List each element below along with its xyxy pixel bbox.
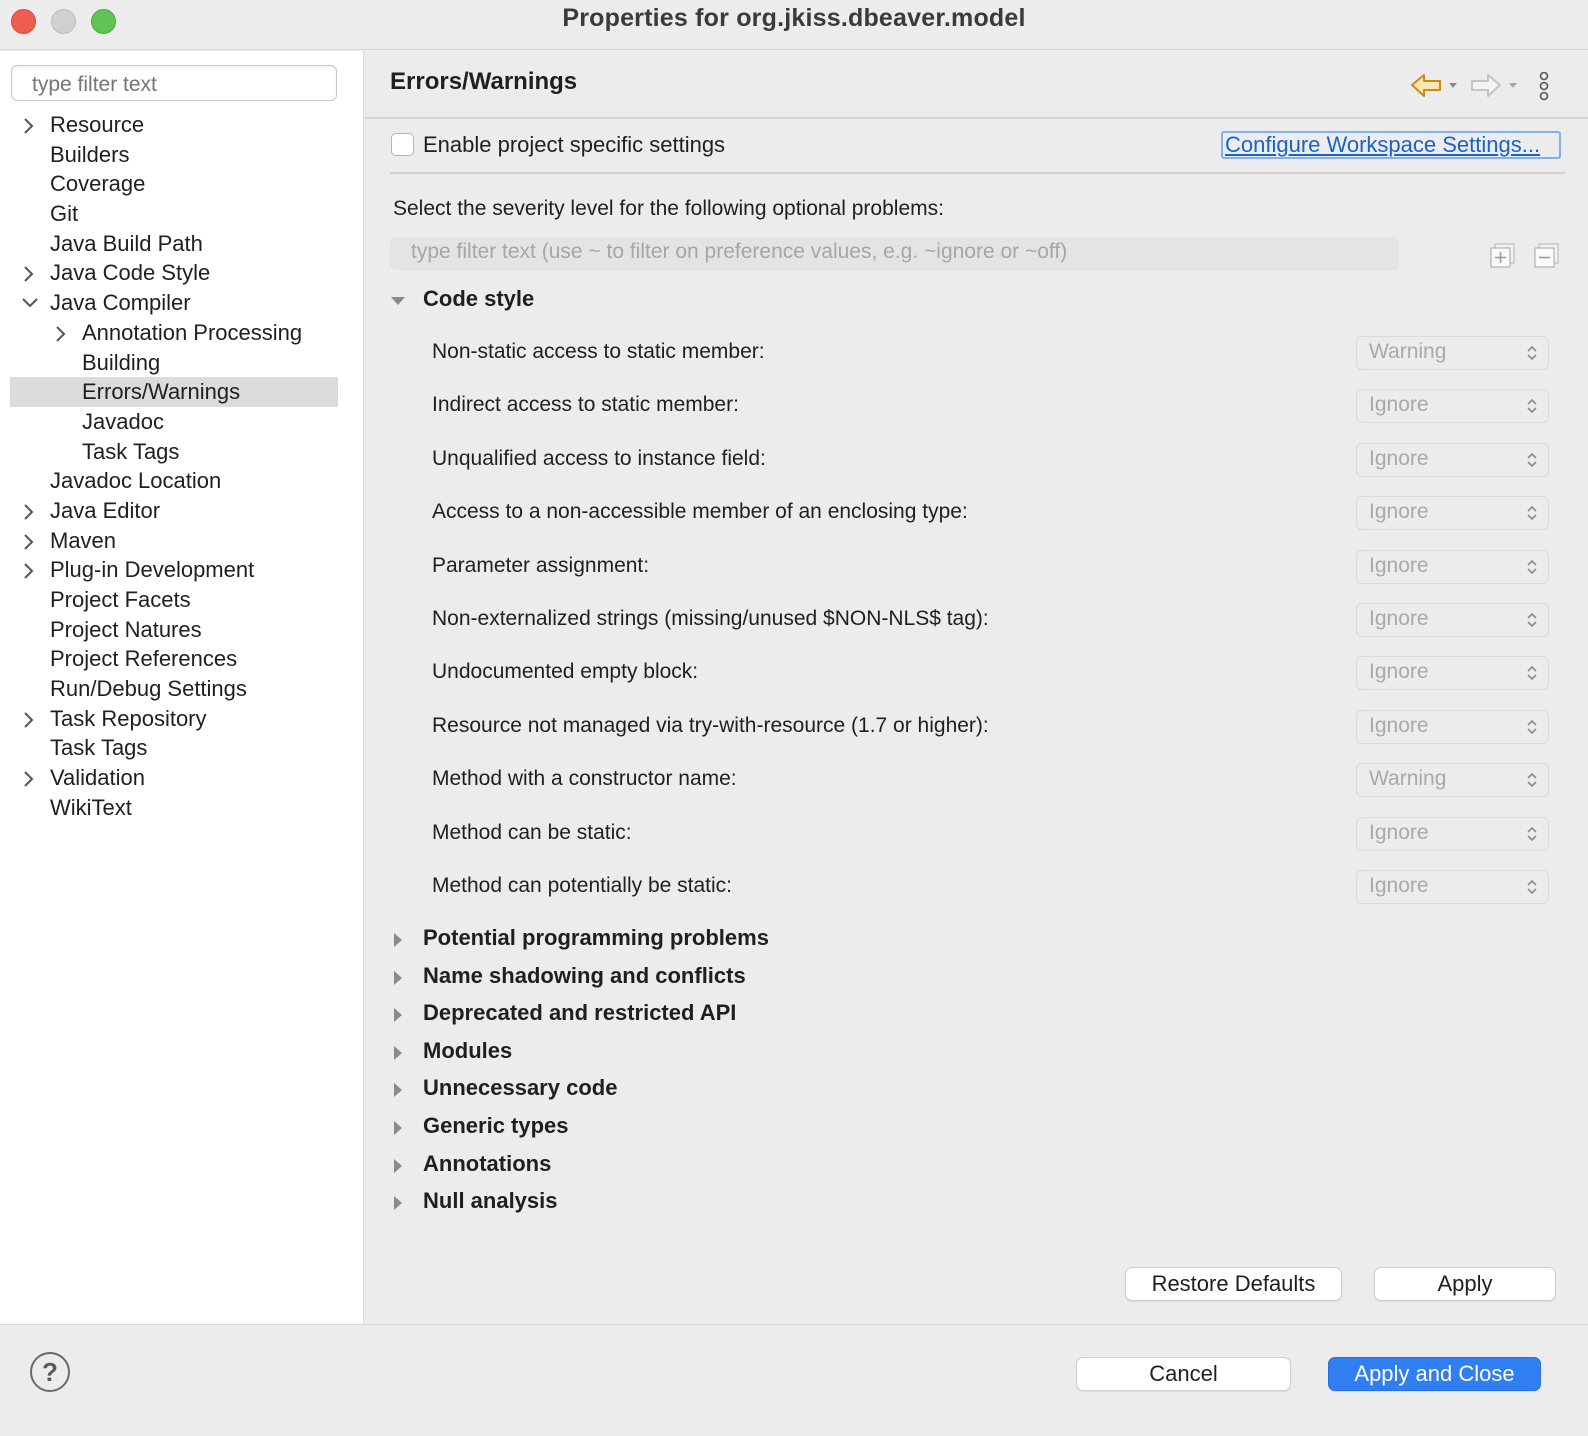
triangle-right-icon — [390, 1082, 406, 1098]
view-menu-button[interactable] — [1536, 71, 1552, 103]
sidebar-item-label: Javadoc Location — [50, 468, 222, 494]
sidebar-item[interactable] — [10, 496, 338, 526]
sidebar-item[interactable] — [10, 733, 338, 763]
option-label: Method with a constructor name: — [432, 767, 737, 791]
triangle-right-icon — [390, 1120, 406, 1136]
severity-select-value: Warning — [1369, 767, 1447, 791]
updown-chevron-icon — [1526, 825, 1538, 843]
enable-project-settings-checkbox[interactable] — [391, 133, 414, 156]
configure-workspace-settings-link[interactable]: Configure Workspace Settings... — [1221, 131, 1561, 159]
triangle-down-icon — [390, 293, 406, 309]
severity-select-value: Ignore — [1369, 446, 1429, 470]
sidebar-item[interactable] — [10, 140, 338, 170]
severity-select[interactable] — [1356, 763, 1549, 797]
sidebar-item[interactable] — [10, 466, 338, 496]
chevron-right-icon[interactable] — [18, 763, 38, 793]
sidebar-item-label: Project References — [50, 646, 238, 672]
section-label: Null analysis — [423, 1188, 558, 1214]
sidebar-item[interactable] — [10, 258, 338, 288]
sidebar-item-label: Building — [82, 349, 161, 375]
forward-arrow-icon — [1469, 71, 1519, 101]
severity-select-value: Ignore — [1369, 500, 1429, 524]
sidebar-item-label: Annotation Processing — [82, 319, 303, 345]
severity-select-value: Ignore — [1369, 713, 1429, 737]
updown-chevron-icon — [1526, 397, 1538, 415]
sidebar-item-label: Task Tags — [82, 438, 180, 464]
chevron-right-icon[interactable] — [50, 318, 70, 348]
sidebar-item[interactable] — [10, 169, 338, 199]
sidebar-item[interactable] — [10, 229, 338, 259]
back-arrow-icon — [1409, 71, 1459, 101]
sidebar-item-label: Javadoc — [82, 408, 164, 434]
triangle-right-icon — [390, 1158, 406, 1174]
page-title: Errors/Warnings — [390, 68, 578, 95]
sidebar-item[interactable] — [10, 377, 338, 407]
section-label: Name shadowing and conflicts — [423, 962, 746, 988]
severity-select[interactable] — [1356, 603, 1549, 637]
severity-select-value: Ignore — [1369, 820, 1429, 844]
severity-select-value: Warning — [1369, 340, 1447, 363]
section-label: Potential programming problems — [423, 925, 769, 950]
updown-chevron-icon — [1526, 558, 1538, 576]
updown-chevron-icon — [1526, 878, 1538, 896]
option-label: Method can potentially be static: — [432, 874, 733, 897]
cancel-button[interactable]: Cancel — [1076, 1357, 1291, 1391]
preference-tree — [10, 110, 338, 823]
chevron-right-icon[interactable] — [18, 555, 38, 585]
sidebar-item[interactable] — [10, 615, 338, 645]
expand-all-icon — [1490, 243, 1515, 268]
chevron-right-icon[interactable] — [18, 258, 38, 288]
option-row — [432, 817, 1552, 857]
apply-button[interactable]: Apply — [1374, 1267, 1556, 1301]
option-row — [432, 336, 1552, 376]
chevron-down-icon[interactable] — [18, 288, 38, 318]
sidebar-item[interactable] — [10, 674, 338, 704]
severity-select-value: Ignore — [1369, 553, 1429, 577]
sidebar-item[interactable] — [10, 318, 338, 348]
sidebar-item-label: Project Natures — [50, 616, 202, 642]
sidebar-item-label: Builders — [50, 141, 130, 167]
sidebar-item[interactable] — [10, 348, 338, 378]
window-title: Properties for org.jkiss.dbeaver.model — [562, 4, 1026, 32]
option-row — [432, 496, 1552, 536]
sidebar-item-label: Run/Debug Settings — [50, 676, 247, 702]
severity-select[interactable] — [1356, 710, 1549, 744]
chevron-right-icon[interactable] — [18, 704, 38, 734]
option-label: Unqualified access to instance field: — [432, 446, 766, 470]
option-row — [432, 443, 1552, 483]
title-bar — [0, 0, 1588, 50]
option-label: Parameter assignment: — [432, 553, 650, 577]
updown-chevron-icon — [1526, 451, 1538, 469]
updown-chevron-icon — [1526, 611, 1538, 629]
sidebar-item[interactable] — [10, 110, 338, 140]
severity-select[interactable] — [1356, 443, 1549, 477]
sidebar-item-label: Java Editor — [50, 497, 161, 523]
updown-chevron-icon — [1526, 771, 1538, 789]
main-panel — [365, 51, 1588, 1340]
updown-chevron-icon — [1526, 718, 1538, 736]
severity-select-value: Ignore — [1369, 393, 1429, 417]
sidebar — [0, 51, 364, 1340]
option-label: Access to a non-accessible member of an enclosing type: — [432, 500, 968, 524]
sidebar-item-label: Java Code Style — [50, 260, 211, 286]
triangle-right-icon — [390, 1045, 406, 1061]
option-label: Indirect access to static member: — [432, 393, 739, 417]
sidebar-item-label: Task Tags — [50, 735, 148, 761]
option-label: Non-static access to static member: — [432, 340, 765, 363]
back-button[interactable] — [1409, 71, 1459, 101]
chevron-right-icon[interactable] — [18, 526, 38, 556]
severity-select[interactable] — [1356, 550, 1549, 584]
chevron-right-icon[interactable] — [18, 110, 38, 140]
help-button[interactable]: ? — [30, 1352, 70, 1392]
severity-select[interactable] — [1356, 870, 1549, 904]
sidebar-item-label: Errors/Warnings — [82, 379, 241, 405]
severity-select[interactable] — [1356, 496, 1549, 530]
updown-chevron-icon — [1526, 664, 1538, 682]
sidebar-item[interactable] — [10, 793, 338, 823]
sidebar-item[interactable] — [10, 644, 338, 674]
sidebar-item-label: Task Repository — [50, 705, 207, 731]
sidebar-item[interactable] — [10, 763, 338, 793]
collapse-all-icon — [1534, 243, 1559, 268]
expand-all-button[interactable] — [1490, 243, 1515, 268]
sidebar-item[interactable] — [10, 585, 338, 615]
collapse-all-button[interactable] — [1534, 243, 1559, 268]
severity-select[interactable] — [1356, 656, 1549, 690]
sidebar-item-label: Project Facets — [50, 587, 191, 612]
sidebar-item-label: Java Build Path — [50, 230, 203, 256]
sidebar-item-label: Git — [50, 201, 79, 227]
chevron-right-icon[interactable] — [18, 496, 38, 526]
severity-select[interactable] — [1356, 336, 1549, 370]
header-separator — [365, 117, 1588, 119]
sidebar-item-label: Coverage — [50, 171, 146, 197]
dialog-footer — [0, 1324, 1588, 1436]
sidebar-item-label: Validation — [50, 765, 145, 791]
option-row — [432, 550, 1552, 590]
option-row — [432, 656, 1552, 696]
sidebar-item[interactable] — [10, 555, 338, 585]
option-label: Method can be static: — [432, 820, 632, 844]
forward-button[interactable] — [1469, 71, 1519, 101]
triangle-right-icon — [390, 1195, 406, 1211]
severity-select-value: Ignore — [1369, 874, 1429, 897]
section-label: Deprecated and restricted API — [423, 1000, 737, 1026]
enable-project-settings-label: Enable project specific settings — [423, 132, 726, 157]
triangle-right-icon — [390, 1007, 406, 1023]
restore-defaults-button[interactable]: Restore Defaults — [1125, 1267, 1342, 1301]
option-label: Undocumented empty block: — [432, 660, 699, 684]
content-separator — [390, 172, 1565, 174]
severity-select-value: Ignore — [1369, 607, 1429, 630]
sidebar-item[interactable] — [10, 704, 338, 734]
updown-chevron-icon — [1526, 504, 1538, 522]
severity-select-value: Ignore — [1369, 660, 1429, 684]
section-label: Annotations — [423, 1150, 552, 1176]
option-label: Non-externalized strings (missing/unused $NON-NLS$ tag): — [432, 607, 989, 630]
severity-select[interactable] — [1356, 389, 1549, 423]
sidebar-item-label: Maven — [50, 527, 117, 553]
section-label: Unnecessary code — [423, 1075, 618, 1101]
section-label: Generic types — [423, 1113, 569, 1138]
triangle-right-icon — [390, 970, 406, 986]
section-label: Modules — [423, 1037, 513, 1063]
sidebar-item-label: Resource — [50, 112, 145, 137]
option-row — [432, 710, 1552, 750]
sidebar-item[interactable] — [10, 526, 338, 556]
updown-chevron-icon — [1526, 344, 1538, 362]
option-label: Resource not managed via try-with-resource (1.7 or higher): — [432, 713, 989, 737]
severity-select[interactable] — [1356, 817, 1549, 851]
kebab-menu-icon — [1536, 71, 1552, 103]
triangle-right-icon — [390, 932, 406, 948]
sidebar-item[interactable] — [10, 199, 338, 229]
option-row — [432, 603, 1552, 643]
option-row — [432, 870, 1552, 910]
severity-filter-input[interactable]: type filter text (use ~ to filter on preference values, e.g. ~ignore or ~off) — [390, 237, 1399, 270]
sidebar-item[interactable] — [10, 288, 338, 318]
sidebar-item[interactable] — [10, 437, 338, 467]
sidebar-item-label: WikiText — [50, 794, 132, 820]
sidebar-item-label: Plug-in Development — [50, 557, 255, 583]
section-label: Code style — [423, 286, 535, 311]
sidebar-item[interactable] — [10, 407, 338, 437]
option-row — [432, 389, 1552, 429]
sidebar-filter-input[interactable] — [11, 65, 337, 101]
severity-instructions: Select the severity level for the following optional problems: — [393, 197, 944, 220]
sidebar-item-label: Java Compiler — [50, 290, 191, 316]
apply-and-close-button[interactable]: Apply and Close — [1328, 1357, 1541, 1391]
option-row — [432, 763, 1552, 803]
